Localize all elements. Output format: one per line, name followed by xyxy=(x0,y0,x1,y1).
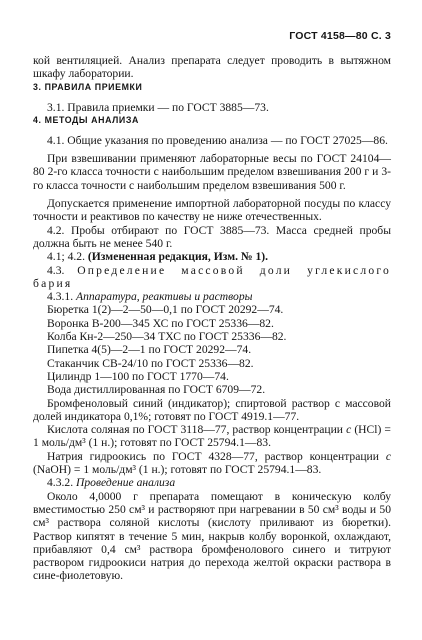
clause-4-3-2-number: 4.3.2. xyxy=(47,476,74,490)
equipment-item: Пипетка 4(5)—2—1 по ГОСТ 20292—74. xyxy=(47,343,252,357)
equipment-item: Воронка В-200—345 ХС по ГОСТ 25336—82. xyxy=(47,316,274,330)
clause-4-3-1-title: Аппаратура, реактивы и растворы xyxy=(76,290,253,304)
naoh-paragraph xyxy=(33,450,391,477)
equipment-item: Стаканчик СВ-24/10 по ГОСТ 25336—82. xyxy=(47,356,254,370)
section-3-heading: 3. ПРАВИЛА ПРИЕМКИ xyxy=(33,81,143,92)
clause-4-3 xyxy=(33,264,391,291)
naoh-concentration-symbol: c xyxy=(385,449,391,463)
clause-4-3-2 xyxy=(33,476,391,489)
hcl-text-end: (HCl) = 1 моль/дм³ (1 н.); готовят по ГОСТ 25794.1—83. xyxy=(33,423,391,450)
equipment-item: Бюретка 1(2)—2—50—0,1 по ГОСТ 20292—74. xyxy=(47,303,284,317)
clause-4-3-title: Определение массовой доли углекислого бария xyxy=(33,263,391,290)
intro-paragraph: кой вентиляцией. Анализ препарата следует проводить в вытяжном шкафу лаборатории. xyxy=(33,54,391,81)
weighing-paragraph: При взвешивании применяют лабораторные весы по ГОСТ 24104—80 2-го класса точности с наибольшим пределом взвешивания 200 г и 3-го класса точности с наибольшим пределом взвешивания 500 г. xyxy=(33,152,391,192)
clause-4-2: 4.2. Пробы отбирают по ГОСТ 3885—73. Масса средней пробы должна быть не менее 540 г. xyxy=(33,223,391,250)
clause-3-1: 3.1. Правила приемки — по ГОСТ 3885—73. xyxy=(47,100,269,114)
clause-4-3-1-number: 4.3.1. xyxy=(47,290,74,304)
section-4-heading: 4. МЕТОДЫ АНАЛИЗА xyxy=(33,114,139,125)
clause-4-3-2-title: Проведение анализа xyxy=(76,476,176,490)
hcl-concentration-symbol: c xyxy=(346,423,352,437)
document-body xyxy=(33,54,391,583)
equipment-item: Колба Кн-2—250—34 ТХС по ГОСТ 25336—82. xyxy=(47,330,287,344)
analysis-procedure: Около 4,0000 г препарата помещают в коническую колбу вместимостью 250 см³ и растворяют при нагревании в 50 см³ воды и 50 см³ раствора соляной кислоты (кислоту приливают из бюретки). Раствор кипятят в течение 5 мин, накрыв колбу воронкой, охлаждают, прибавляют 0,4 см³ раствора бромфенолового синего и титруют раствором гидроокиси натрия до перехода желтой окраски раствора в сине-фиолетовую. xyxy=(33,489,391,583)
page-header: ГОСТ 4158—80 С. 3 xyxy=(289,30,391,42)
indicator-paragraph: Бромфеноловый синий (индикатор); спиртовой раствор с массовой долей индикатора 0,1%; готовят по ГОСТ 4919.1—77. xyxy=(33,396,391,423)
clause-4-1: 4.1. Общие указания по проведению анализа — по ГОСТ 27025—86. xyxy=(47,133,388,147)
naoh-text-start: Натрия гидроокись по ГОСТ 4328—77, раствор концентрации xyxy=(47,449,379,463)
import-paragraph: Допускается применение импортной лабораторной посуды по классу точности и реактивов по качеству не ниже отечественных. xyxy=(33,197,391,224)
hcl-text-start: Кислота соляная по ГОСТ 3118—77, раствор концентрации xyxy=(47,423,343,437)
naoh-text-end: (NaOH) = 1 моль/дм³ (1 н.); готовят по ГОСТ 25794.1—83. xyxy=(33,463,322,477)
amendment-note xyxy=(33,250,391,263)
equipment-item: Вода дистиллированная по ГОСТ 6709—72. xyxy=(47,383,266,397)
clause-4-3-number: 4.3. xyxy=(47,263,65,277)
amendment-text: (Измененная редакция, Изм. № 1). xyxy=(87,250,269,264)
clause-4-3-1 xyxy=(33,290,391,303)
hcl-paragraph xyxy=(33,423,391,450)
equipment-item: Цилиндр 1—100 по ГОСТ 1770—74. xyxy=(47,369,229,383)
amendment-clauses: 4.1; 4.2. xyxy=(47,250,86,264)
